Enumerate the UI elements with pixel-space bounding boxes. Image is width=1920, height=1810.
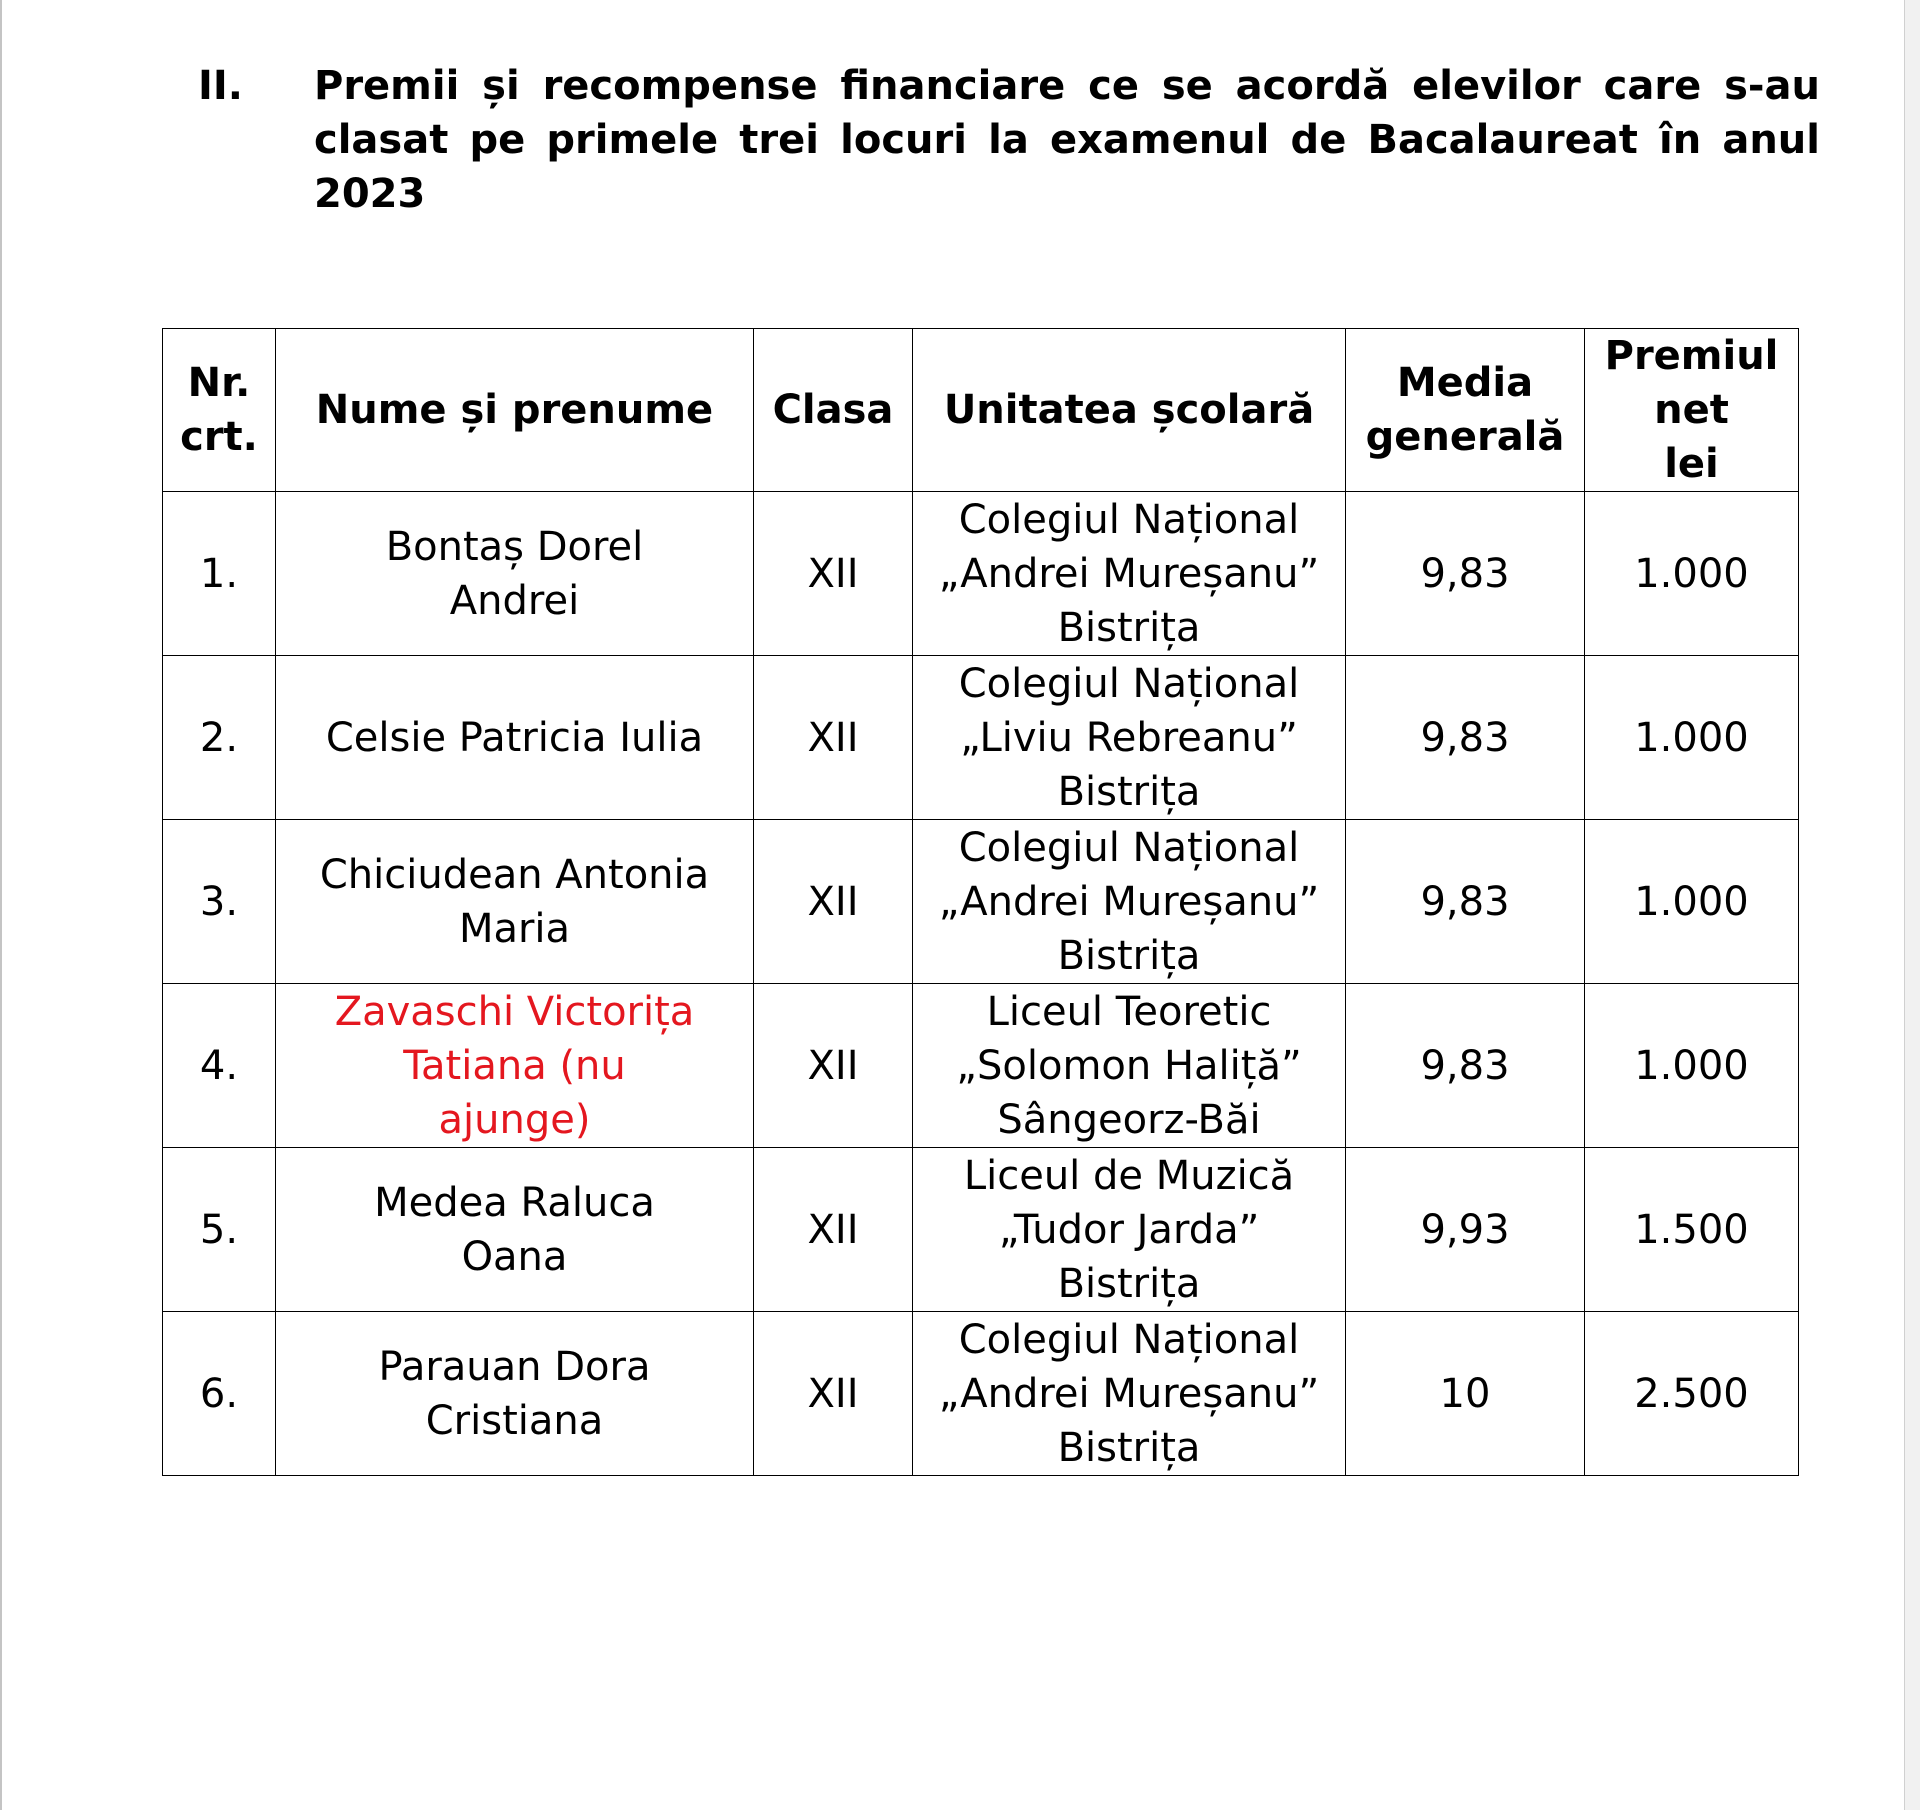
student-name <box>276 820 754 984</box>
student-name-line: Andrei <box>449 577 580 624</box>
average-cell: 9,93 <box>1346 1148 1585 1312</box>
header-line: generală <box>1365 414 1565 460</box>
average-cell: 9,83 <box>1346 984 1585 1148</box>
school-line: Bistrița <box>1057 768 1201 815</box>
student-name-line: Bontaș Dorel <box>385 523 644 570</box>
section-number: II. <box>198 63 243 109</box>
school-line: „Andrei Mureșanu” <box>938 878 1320 925</box>
row-number: 6. <box>163 1312 276 1476</box>
average-cell: 10 <box>1346 1312 1585 1476</box>
header-line: Media <box>1396 360 1534 406</box>
prize-cell: 2.500 <box>1585 1312 1799 1476</box>
school-cell <box>913 1148 1346 1312</box>
header-line: Clasa <box>772 387 894 433</box>
school-line: „Andrei Mureșanu” <box>938 550 1320 597</box>
table-row <box>163 1148 1799 1312</box>
school-line: Bistrița <box>1057 932 1201 979</box>
row-number: 4. <box>163 984 276 1148</box>
school-line: Sângeorz-Băi <box>997 1096 1261 1143</box>
header-line: Nume și prenume <box>315 387 714 433</box>
student-name-line: Tatiana (nu <box>403 1042 626 1089</box>
school-line: Colegiul Național <box>958 1316 1300 1363</box>
prize-cell: 1.000 <box>1585 656 1799 820</box>
class-cell: XII <box>754 984 913 1148</box>
student-name <box>276 492 754 656</box>
class-cell: XII <box>754 492 913 656</box>
school-line: Bistrița <box>1057 1424 1201 1471</box>
heading-line: clasat pe primele trei locuri la examenul de Bacalaureat în anul <box>314 117 1820 163</box>
prize-cell: 1.000 <box>1585 984 1799 1148</box>
school-line: Colegiul Național <box>958 496 1300 543</box>
school-line: „Andrei Mureșanu” <box>938 1370 1320 1417</box>
class-cell: XII <box>754 1312 913 1476</box>
table-row <box>163 820 1799 984</box>
school-line: Colegiul Național <box>958 660 1300 707</box>
school-line: „Liviu Rebreanu” <box>960 714 1298 761</box>
row-number: 5. <box>163 1148 276 1312</box>
row-number: 2. <box>163 656 276 820</box>
student-name <box>276 1148 754 1312</box>
school-line: „Solomon Haliță” <box>956 1042 1302 1089</box>
student-name-line: Medea Raluca <box>374 1179 655 1226</box>
table-row <box>163 492 1799 656</box>
table-header-row <box>163 329 1799 492</box>
prize-cell: 1.500 <box>1585 1148 1799 1312</box>
row-number: 1. <box>163 492 276 656</box>
student-name-line: Maria <box>458 905 571 952</box>
student-name <box>276 984 754 1148</box>
school-cell <box>913 984 1346 1148</box>
school-cell <box>913 820 1346 984</box>
header-line: Unitatea școlară <box>943 387 1315 433</box>
header-nr-crt <box>163 329 276 492</box>
student-name-line: Oana <box>461 1233 568 1280</box>
average-cell: 9,83 <box>1346 492 1585 656</box>
school-cell <box>913 492 1346 656</box>
header-name <box>276 329 754 492</box>
prize-cell: 1.000 <box>1585 492 1799 656</box>
class-cell: XII <box>754 656 913 820</box>
class-cell: XII <box>754 820 913 984</box>
average-cell: 9,83 <box>1346 820 1585 984</box>
prizes-table <box>162 328 1799 1476</box>
prize-cell: 1.000 <box>1585 820 1799 984</box>
student-name-line: Zavaschi Victorița <box>334 988 695 1035</box>
school-line: Liceul Teoretic <box>986 988 1272 1035</box>
average-cell: 9,83 <box>1346 656 1585 820</box>
header-prize <box>1585 329 1799 492</box>
header-average <box>1346 329 1585 492</box>
school-cell <box>913 1312 1346 1476</box>
student-name-line: Cristiana <box>425 1397 604 1444</box>
student-name-line: Chiciudean Antonia <box>319 851 710 898</box>
header-school <box>913 329 1346 492</box>
header-line: Nr. <box>187 360 251 406</box>
header-class <box>754 329 913 492</box>
section-heading <box>314 59 1820 221</box>
school-line: Bistrița <box>1057 604 1201 651</box>
student-name-line: Parauan Dora <box>378 1343 651 1390</box>
heading-line: Premii și recompense financiare ce se acordă elevilor care s-au <box>314 63 1820 109</box>
school-line: Bistrița <box>1057 1260 1201 1307</box>
student-name <box>276 1312 754 1476</box>
table-row <box>163 656 1799 820</box>
header-line: net <box>1654 387 1729 433</box>
header-line: Premiul <box>1604 333 1779 379</box>
table-row <box>163 1312 1799 1476</box>
school-line: Liceul de Muzică <box>963 1152 1295 1199</box>
school-cell <box>913 656 1346 820</box>
student-name-line: Celsie Patricia Iulia <box>325 714 704 761</box>
student-name-line: ajunge) <box>438 1096 591 1143</box>
school-line: „Tudor Jarda” <box>998 1206 1260 1253</box>
school-line: Colegiul Național <box>958 824 1300 871</box>
heading-line: 2023 <box>314 171 426 217</box>
table-row <box>163 984 1799 1148</box>
row-number: 3. <box>163 820 276 984</box>
class-cell: XII <box>754 1148 913 1312</box>
student-name <box>276 656 754 820</box>
header-line: crt. <box>180 414 258 460</box>
header-line: lei <box>1664 441 1719 487</box>
